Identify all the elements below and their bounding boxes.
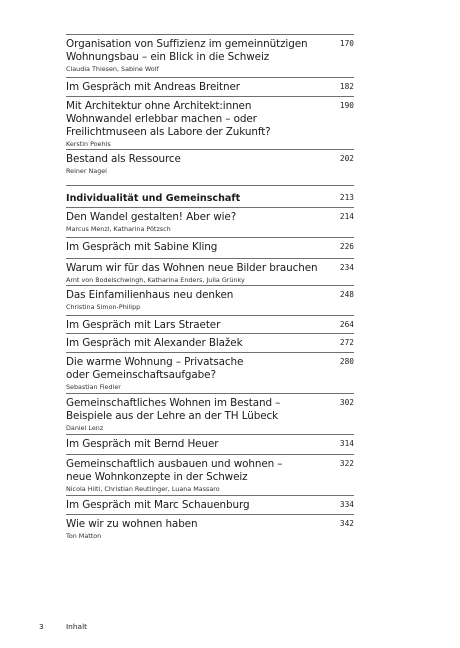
divider (66, 96, 354, 97)
entry-title-line: neue Wohnkonzepte in der Schweiz (66, 471, 248, 483)
entry-page-number: 272 (339, 338, 354, 347)
entry-page-number: 234 (339, 263, 354, 272)
divider (66, 258, 354, 259)
toc-entry[interactable] (66, 211, 354, 233)
footer-page-number: 3 (39, 622, 44, 631)
toc-entry[interactable] (66, 38, 354, 73)
divider (66, 495, 354, 496)
entry-title-line: Im Gespräch mit Sabine Kling (66, 241, 218, 253)
entry-page-number: 322 (339, 459, 354, 468)
toc-entry[interactable] (66, 337, 354, 350)
toc-entry[interactable] (66, 518, 354, 540)
entry-authors: Reiner Nagel (66, 167, 107, 175)
footer-label: Inhalt (66, 622, 88, 631)
toc-entry[interactable] (66, 397, 354, 432)
section-divider (66, 185, 354, 186)
entry-title-line: Den Wandel gestalten! Aber wie? (66, 211, 237, 223)
entry-authors: Daniel Lenz (66, 424, 104, 432)
entry-page-number: 248 (339, 290, 354, 299)
entry-page-number: 342 (339, 519, 354, 528)
entry-authors: Christina Simon-Philipp (66, 303, 141, 311)
entry-title-line: Beispiele aus der Lehre an der TH Lübeck (66, 410, 279, 422)
entry-title-line: oder Gemeinschaftsaufgabe? (66, 369, 216, 381)
entry-title-line: Freilichtmuseen als Labore der Zukunft? (66, 126, 271, 138)
entry-page-number: 264 (339, 320, 354, 329)
entry-authors: Marcus Menzl, Katharina Pötzsch (66, 225, 171, 233)
entry-title-line: Warum wir für das Wohnen neue Bilder brauchen (66, 262, 318, 274)
entry-page-number: 302 (339, 398, 354, 407)
entry-title-line: Gemeinschaftliches Wohnen im Bestand – (66, 397, 281, 409)
entry-title-line: Im Gespräch mit Andreas Breitner (66, 81, 240, 93)
toc-entry[interactable] (66, 153, 354, 175)
entry-title-line: Wie wir zu wohnen haben (66, 518, 198, 530)
divider (66, 285, 354, 286)
entry-authors: Nicola Hilti, Christian Reutlinger, Luana Massaro (66, 485, 220, 493)
divider (66, 434, 354, 435)
entry-title-line: Wohnwandel erlebbar machen – oder (66, 113, 257, 125)
entry-page-number: 314 (339, 439, 354, 448)
divider (66, 34, 354, 35)
entry-page-number: 214 (339, 212, 354, 221)
toc-entry[interactable] (66, 319, 354, 332)
toc-entry[interactable] (66, 458, 354, 493)
toc-entry[interactable] (66, 438, 354, 451)
entry-page-number: 202 (339, 154, 354, 163)
toc-entry[interactable] (66, 356, 354, 391)
entry-title-line: Bestand als Ressource (66, 153, 181, 165)
entry-title-line: Mit Architektur ohne Architekt:innen (66, 100, 252, 112)
entry-authors: Claudia Thiesen, Sabine Wolf (66, 65, 159, 73)
entry-title-line: Im Gespräch mit Alexander Blažek (66, 337, 243, 349)
section-heading[interactable] (66, 192, 354, 205)
entry-authors: Kerstin Poehls (66, 140, 111, 148)
entry-page-number: 334 (339, 500, 354, 509)
toc-entry[interactable] (66, 289, 354, 311)
entry-authors: Arnt von Bodelschwingh, Katharina Enders, Julia Grünky (66, 276, 245, 284)
entry-page-number: 190 (339, 101, 354, 110)
divider (66, 454, 354, 455)
toc-entry[interactable] (66, 262, 354, 284)
entry-page-number: 170 (339, 39, 354, 48)
divider (66, 315, 354, 316)
divider (66, 393, 354, 394)
divider (66, 237, 354, 238)
entry-authors: Sebastian Fiedler (66, 383, 121, 391)
entry-title-line: Das Einfamilienhaus neu denken (66, 289, 234, 301)
divider (66, 352, 354, 353)
entry-page-number: 280 (339, 357, 354, 366)
entry-title-line: Gemeinschaftlich ausbauen und wohnen – (66, 458, 283, 470)
entry-page-number: 226 (339, 242, 354, 251)
divider (66, 514, 354, 515)
section-title: Individualität und Gemeinschaft (66, 193, 241, 204)
toc-entry[interactable] (66, 100, 354, 148)
entry-title-line: Wohnungsbau – ein Blick in die Schweiz (66, 51, 270, 63)
toc-entry[interactable] (66, 81, 354, 94)
entry-title-line: Organisation von Suffizienz im gemeinnützigen (66, 38, 308, 50)
divider (66, 77, 354, 78)
toc-entry[interactable] (66, 499, 354, 512)
divider (66, 207, 354, 208)
entry-title-line: Die warme Wohnung – Privatsache (66, 356, 244, 368)
toc-entry[interactable] (66, 241, 354, 254)
entry-title-line: Im Gespräch mit Bernd Heuer (66, 438, 219, 450)
entry-authors: Ton Matton (66, 532, 102, 540)
section-page-number: 213 (339, 193, 354, 202)
entry-title-line: Im Gespräch mit Marc Schauenburg (66, 499, 250, 511)
divider (66, 333, 354, 334)
entry-title-line: Im Gespräch mit Lars Straeter (66, 319, 221, 331)
entry-page-number: 182 (339, 82, 354, 91)
divider (66, 149, 354, 150)
